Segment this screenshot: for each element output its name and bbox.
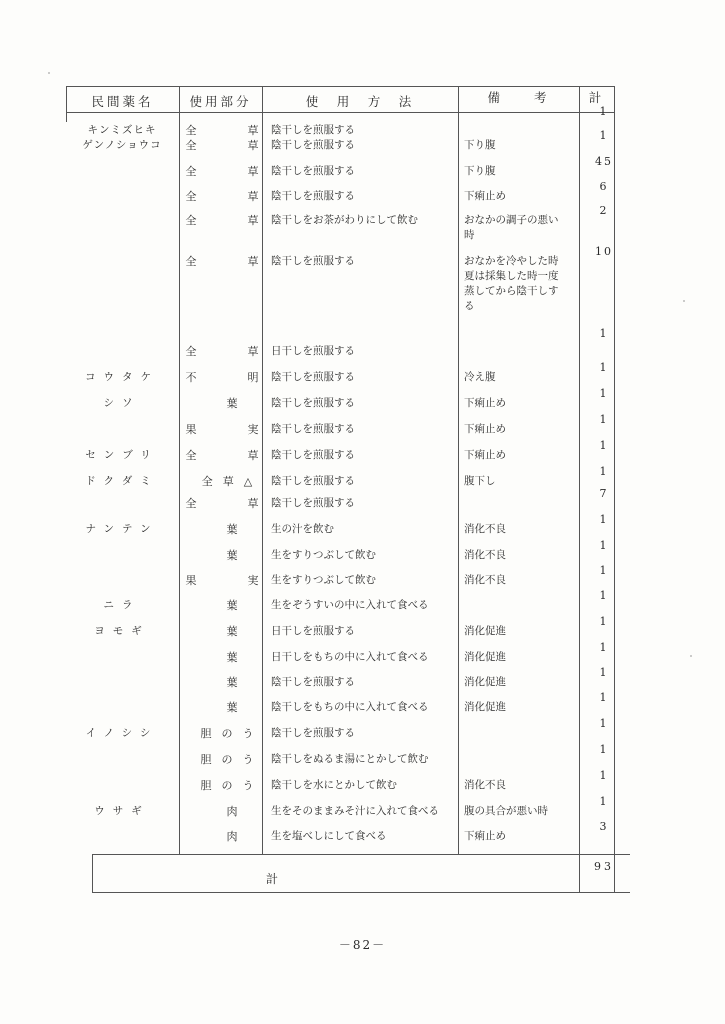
cell-count: 2	[599, 204, 609, 217]
cell-part: 果 実	[185, 423, 279, 436]
cell-part: 葉	[226, 549, 238, 562]
page-number: －82－	[338, 938, 387, 952]
cell-name: キンミズヒキ	[87, 124, 157, 136]
cell-note: 下痢止め	[464, 190, 506, 202]
cell-part: 全 草	[185, 214, 279, 227]
cell-method: 生の汁を飲む	[271, 523, 334, 535]
cell-method: 陰干しをお茶がわりにして飲む	[271, 214, 418, 226]
table-bottom-rule	[92, 892, 630, 893]
cell-part: 肉	[226, 805, 238, 818]
header-part: 使用部分	[189, 94, 252, 109]
cell-method: 陰干しを煎服する	[271, 497, 355, 509]
cell-count: 1	[599, 666, 609, 679]
cell-name: ナンテン	[85, 523, 159, 535]
cell-method: 陰干しを煎服する	[271, 449, 355, 461]
cell-method: 生をすりつぶして飲む	[271, 549, 376, 561]
cell-method: 陰干しをぬるま湯にとかして飲む	[271, 753, 429, 765]
cell-count: 1	[599, 387, 609, 400]
cell-name: ウサギ	[94, 805, 150, 817]
cell-name: シソ	[103, 397, 141, 409]
cell-note: おなかの調子の悪い時	[464, 214, 559, 241]
cell-part: 全 草	[185, 255, 279, 268]
cell-note: 下痢止め	[464, 830, 506, 842]
cell-note: 消化促進	[464, 701, 506, 713]
cell-method: 陰干しをもちの中に入れて食べる	[271, 701, 429, 713]
total-label: 計	[266, 872, 279, 886]
cell-count: 7	[599, 487, 609, 500]
cell-name: コウタケ	[85, 371, 159, 383]
cell-count: 1	[599, 641, 609, 654]
cell-count: 1	[599, 743, 609, 756]
cell-part: 果 実	[185, 574, 279, 587]
cell-part: 全 草	[185, 497, 279, 510]
table-left-rule-lower	[92, 854, 93, 892]
cell-part: 葉	[226, 523, 238, 536]
cell-note: 消化不良	[464, 574, 506, 586]
cell-part: 胆のう	[200, 779, 264, 792]
cell-method: 陰干しを煎服する	[271, 676, 355, 688]
cell-part: 全 草	[185, 449, 279, 462]
scan-speck	[690, 655, 692, 657]
cell-part: 不 明	[185, 371, 279, 384]
cell-method: 陰干しを煎服する	[271, 371, 355, 383]
cell-count: 1	[599, 361, 609, 374]
cell-note: 消化不良	[464, 523, 506, 535]
header-name: 民間薬名	[91, 94, 154, 109]
cell-count: 1	[599, 615, 609, 628]
cell-count: 1	[599, 439, 609, 452]
cell-note: 下痢止め	[464, 423, 506, 435]
cell-note: 消化促進	[464, 625, 506, 637]
cell-count: 1	[599, 589, 609, 602]
cell-part: 全草△	[201, 475, 263, 488]
header-rule	[66, 112, 614, 113]
cell-method: 日干しを煎服する	[271, 345, 355, 357]
cell-part: 葉	[226, 701, 238, 714]
cell-count: 1	[599, 413, 609, 426]
col-divider-4	[579, 86, 580, 892]
cell-count: 1	[599, 564, 609, 577]
cell-method: 陰干しを煎服する	[271, 255, 355, 267]
cell-part: 胆のう	[200, 753, 264, 766]
cell-count: 1	[599, 795, 609, 808]
cell-name: センブリ	[85, 449, 159, 461]
cell-note: 消化促進	[464, 676, 506, 688]
cell-method: 陰干しを煎服する	[271, 124, 355, 136]
cell-note: 消化不良	[464, 549, 506, 561]
cell-part: 胆のう	[200, 727, 264, 740]
cell-method: 陰干しを煎服する	[271, 727, 355, 739]
col-divider-1	[179, 86, 180, 854]
cell-note: おなかを冷やした時 夏は採集した時一度蒸してから陰干しする	[464, 255, 559, 312]
header-count: 計	[588, 90, 605, 105]
cell-part: 全 草	[185, 139, 279, 152]
cell-part: 葉	[226, 625, 238, 638]
cell-part: 葉	[226, 651, 238, 664]
scan-speck	[683, 300, 685, 302]
cell-part: 肉	[226, 830, 238, 843]
scan-speck	[48, 72, 50, 74]
cell-part: 全 草	[185, 124, 279, 137]
remedy-table	[66, 86, 630, 893]
cell-part: 葉	[226, 599, 238, 612]
cell-note: 下痢止め	[464, 397, 506, 409]
cell-method: 日干しをもちの中に入れて食べる	[271, 651, 429, 663]
cell-count: 1	[599, 105, 609, 118]
cell-count: 10	[595, 245, 613, 258]
cell-note: 下り腹	[464, 139, 496, 151]
header-note: 備 考	[487, 90, 550, 105]
cell-note: 腹の具合が悪い時	[464, 805, 548, 817]
cell-name: ヨモギ	[94, 625, 150, 637]
cell-name: イノシシ	[85, 727, 159, 739]
cell-name: ドクダミ	[85, 475, 159, 487]
cell-count: 6	[599, 180, 609, 193]
cell-note: 冷え腹	[464, 371, 496, 383]
cell-note: 消化促進	[464, 651, 506, 663]
cell-name: ゲンノショウコ	[82, 139, 162, 151]
cell-method: 生を塩べしにして食べる	[271, 830, 387, 842]
cell-method: 生をそのままみそ汁に入れて食べる	[271, 805, 439, 817]
cell-method: 生をぞうすいの中に入れて食べる	[271, 599, 429, 611]
cell-part: 葉	[226, 397, 238, 410]
cell-method: 陰干しを煎服する	[271, 139, 355, 151]
cell-method: 陰干しを煎服する	[271, 397, 355, 409]
cell-part: 全 草	[185, 165, 279, 178]
cell-count: 45	[595, 155, 613, 168]
cell-method: 陰干しを煎服する	[271, 190, 355, 202]
cell-method: 生をすりつぶして飲む	[271, 574, 376, 586]
cell-count: 1	[599, 465, 609, 478]
table-top-rule	[66, 86, 614, 87]
cell-count: 1	[599, 717, 609, 730]
cell-note: 下り腹	[464, 165, 496, 177]
cell-count: 1	[599, 769, 609, 782]
cell-method: 陰干しを水にとかして飲む	[271, 779, 397, 791]
cell-count: 3	[599, 820, 609, 833]
cell-name: ニラ	[103, 599, 141, 611]
cell-part: 全 草	[185, 190, 279, 203]
cell-note: 消化不良	[464, 779, 506, 791]
cell-method: 陰干しを煎服する	[271, 423, 355, 435]
cell-count: 1	[599, 691, 609, 704]
total-rule	[92, 854, 630, 855]
cell-method: 陰干しを煎服する	[271, 475, 355, 487]
cell-part: 全 草	[185, 345, 279, 358]
cell-note: 腹下し	[464, 475, 496, 487]
cell-method: 日干しを煎服する	[271, 625, 355, 637]
header-method: 使 用 方 法	[305, 94, 415, 109]
cell-count: 1	[599, 327, 609, 340]
cell-count: 1	[599, 129, 609, 142]
cell-count: 1	[599, 513, 609, 526]
cell-note: 下痢止め	[464, 449, 506, 461]
cell-count: 1	[599, 539, 609, 552]
cell-part: 葉	[226, 676, 238, 689]
total-value: 93	[594, 860, 614, 873]
cell-method: 陰干しを煎服する	[271, 165, 355, 177]
